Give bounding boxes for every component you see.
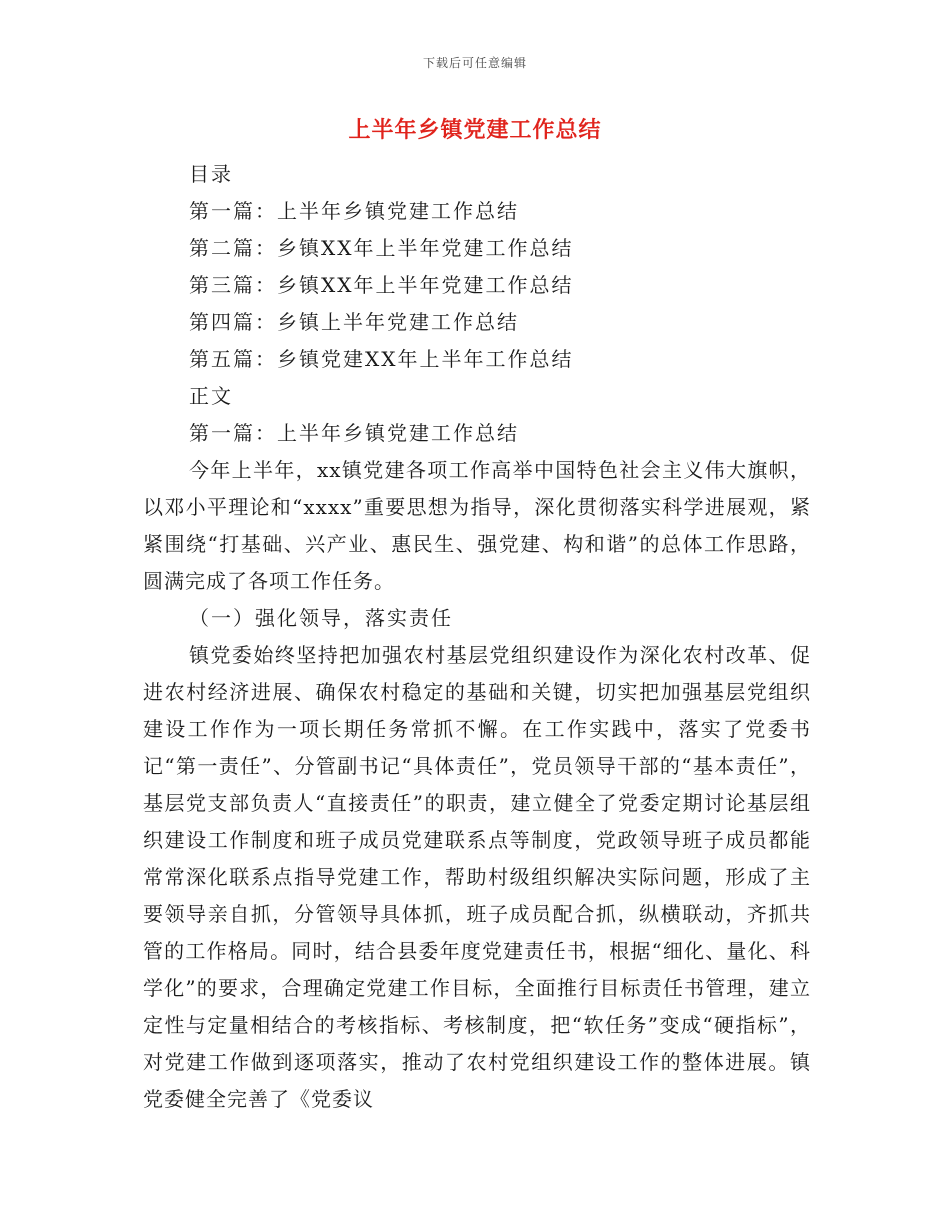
intro-paragraph: 今年上半年，xx镇党建各项工作高举中国特色社会主义伟大旗帜，以邓小平理论和“xxxx”重要思想为指导，深化贯彻落实科学进展观，紧紧围绕“打基础、兴产业、惠民生、强党建、构和谐”的总体工作思路，圆满完成了各项工作任务。: [143, 458, 811, 593]
toc-item-4: 第四篇：乡镇上半年党建工作总结: [189, 310, 519, 334]
toc-item-2: 第二篇：乡镇XX年上半年党建工作总结: [189, 236, 574, 260]
body-paragraph: 镇党委始终坚持把加强农村基层党组织建设作为深化农村改革、促进农村经济进展、确保农村稳定的基础和关键，切实把加强基层党组织建设工作作为一项长期任务常抓不懈。在工作实践中，落实了党委书记“第一责任”、分管副书记“具体责任”，党员领导干部的“基本责任”，基层党支部负责人“直接责任”的职责，建立健全了党委定期讨论基层组织建设工作制度和班子成员党建联系点等制度，党政领导班子成员都能常常深化联系点指导党建工作，帮助村级组织解决实际问题，形成了主要领导亲自抓，分管领导具体抓，班子成员配合抓，纵横联动，齐抓共管的工作格局。同时，结合县委年度党建责任书，根据“细化、量化、科学化”的要求，合理确定党建工作目标，全面推行目标责任书管理，建立定性与定量相结合的考核指标、考核制度，把“软任务”变成“硬指标”，对党建工作做到逐项落实，推动了农村党组织建设工作的整体进展。镇党委健全完善了《党委议: [143, 643, 811, 1111]
toc-item-1: 第一篇：上半年乡镇党建工作总结: [189, 199, 519, 223]
toc-item-3: 第三篇：乡镇XX年上半年党建工作总结: [189, 273, 574, 297]
toc-heading: 目录: [189, 162, 233, 186]
section-title: 第一篇：上半年乡镇党建工作总结: [189, 421, 519, 445]
body-heading: 正文: [189, 384, 233, 408]
document-content: [143, 156, 811, 1118]
header-note: 下载后可任意编辑: [422, 56, 527, 70]
toc-item-5: 第五篇：乡镇党建XX年上半年工作总结: [189, 347, 574, 371]
document-title: 上半年乡镇党建工作总结: [348, 118, 602, 143]
subsection-heading: （一）强化领导，落实责任: [189, 606, 453, 630]
